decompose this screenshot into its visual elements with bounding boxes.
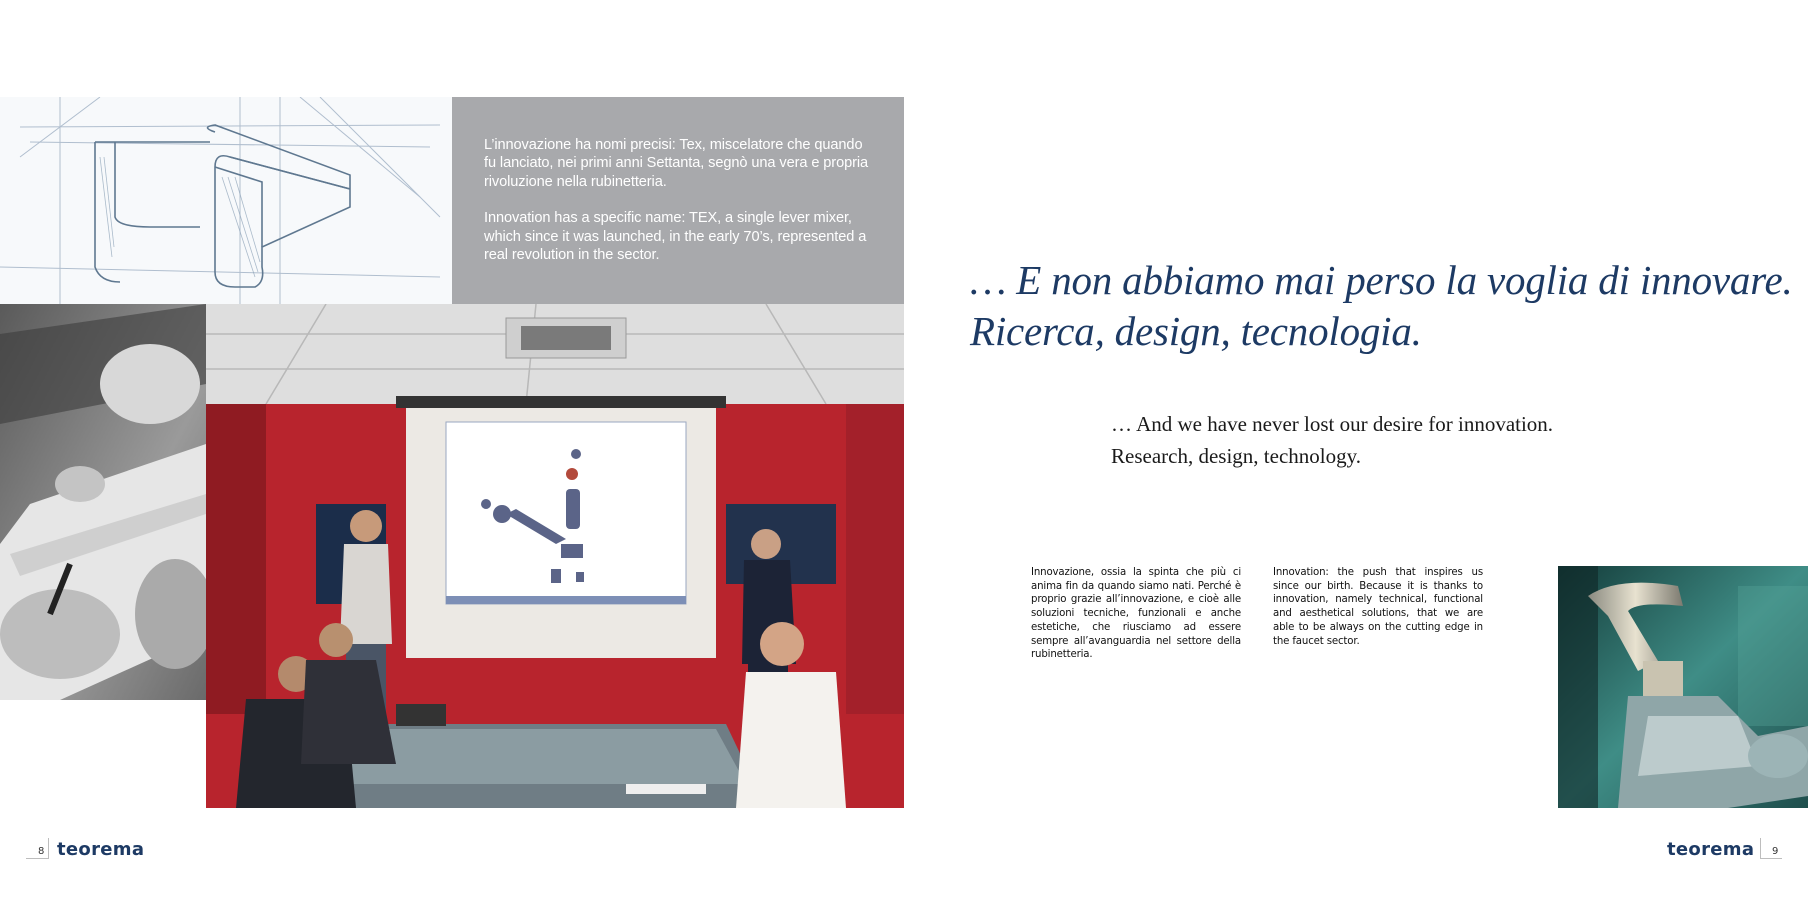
body-text-english: Innovation: the push that inspires us since our birth. Because it is thanks to innovation, namely technical, functional and aesthetical solutions, that we are able to be always on the cutting edge in the faucet sector. xyxy=(1273,567,1483,647)
faucet-sketch-image xyxy=(0,97,452,304)
intro-italian-text: L’innovazione ha nomi precisi: Tex, miscelatore che quando fu lanciato, nei primi anni Settanta, segnò una vera e propria rivoluzione nella rubinetteria. xyxy=(484,137,869,190)
teorema-logo-right: teorema xyxy=(1667,839,1755,860)
body-text-italian: Innovazione, ossia la spinta che più ci anima fin da quando siamo nati. Perché è proprio grazie all’innovazione, e cioè alle soluzioni tecniche, funzionali e anche estetiche, che riusciamo ad essere sempre all’avanguardia nel settore della rubinetteria. xyxy=(1031,567,1241,661)
footer-rule-right xyxy=(1760,858,1782,859)
subhead-line-1: … And we have never lost our desire for innovation. xyxy=(1111,412,1554,436)
meeting-room-photo xyxy=(206,304,904,808)
subhead-line-2: Research, design, technology. xyxy=(1111,444,1361,468)
footer-rule-left-vertical xyxy=(48,838,49,859)
page-number-right: 9 xyxy=(1772,846,1779,857)
intro-text-box xyxy=(452,97,904,304)
teorema-logo-left: teorema xyxy=(57,839,145,860)
page-subheadline xyxy=(1111,408,1751,472)
headline-line-2: Ricerca, design, tecnologia. xyxy=(970,308,1422,354)
intro-english-text: Innovation has a specific name: TEX, a single lever mixer, which since it was launched, in the early 70’s, represented a real revolution in the sector. xyxy=(484,210,867,264)
page-number-left: 8 xyxy=(38,846,45,857)
footer-rule-right-vertical xyxy=(1760,838,1761,859)
page-headline xyxy=(970,255,1793,357)
footer-rule-left xyxy=(26,858,48,859)
faucet-closeup-photo xyxy=(1558,566,1808,808)
hands-writing-photo xyxy=(0,304,206,700)
headline-line-1: … E non abbiamo mai perso la voglia di innovare. xyxy=(970,257,1793,303)
